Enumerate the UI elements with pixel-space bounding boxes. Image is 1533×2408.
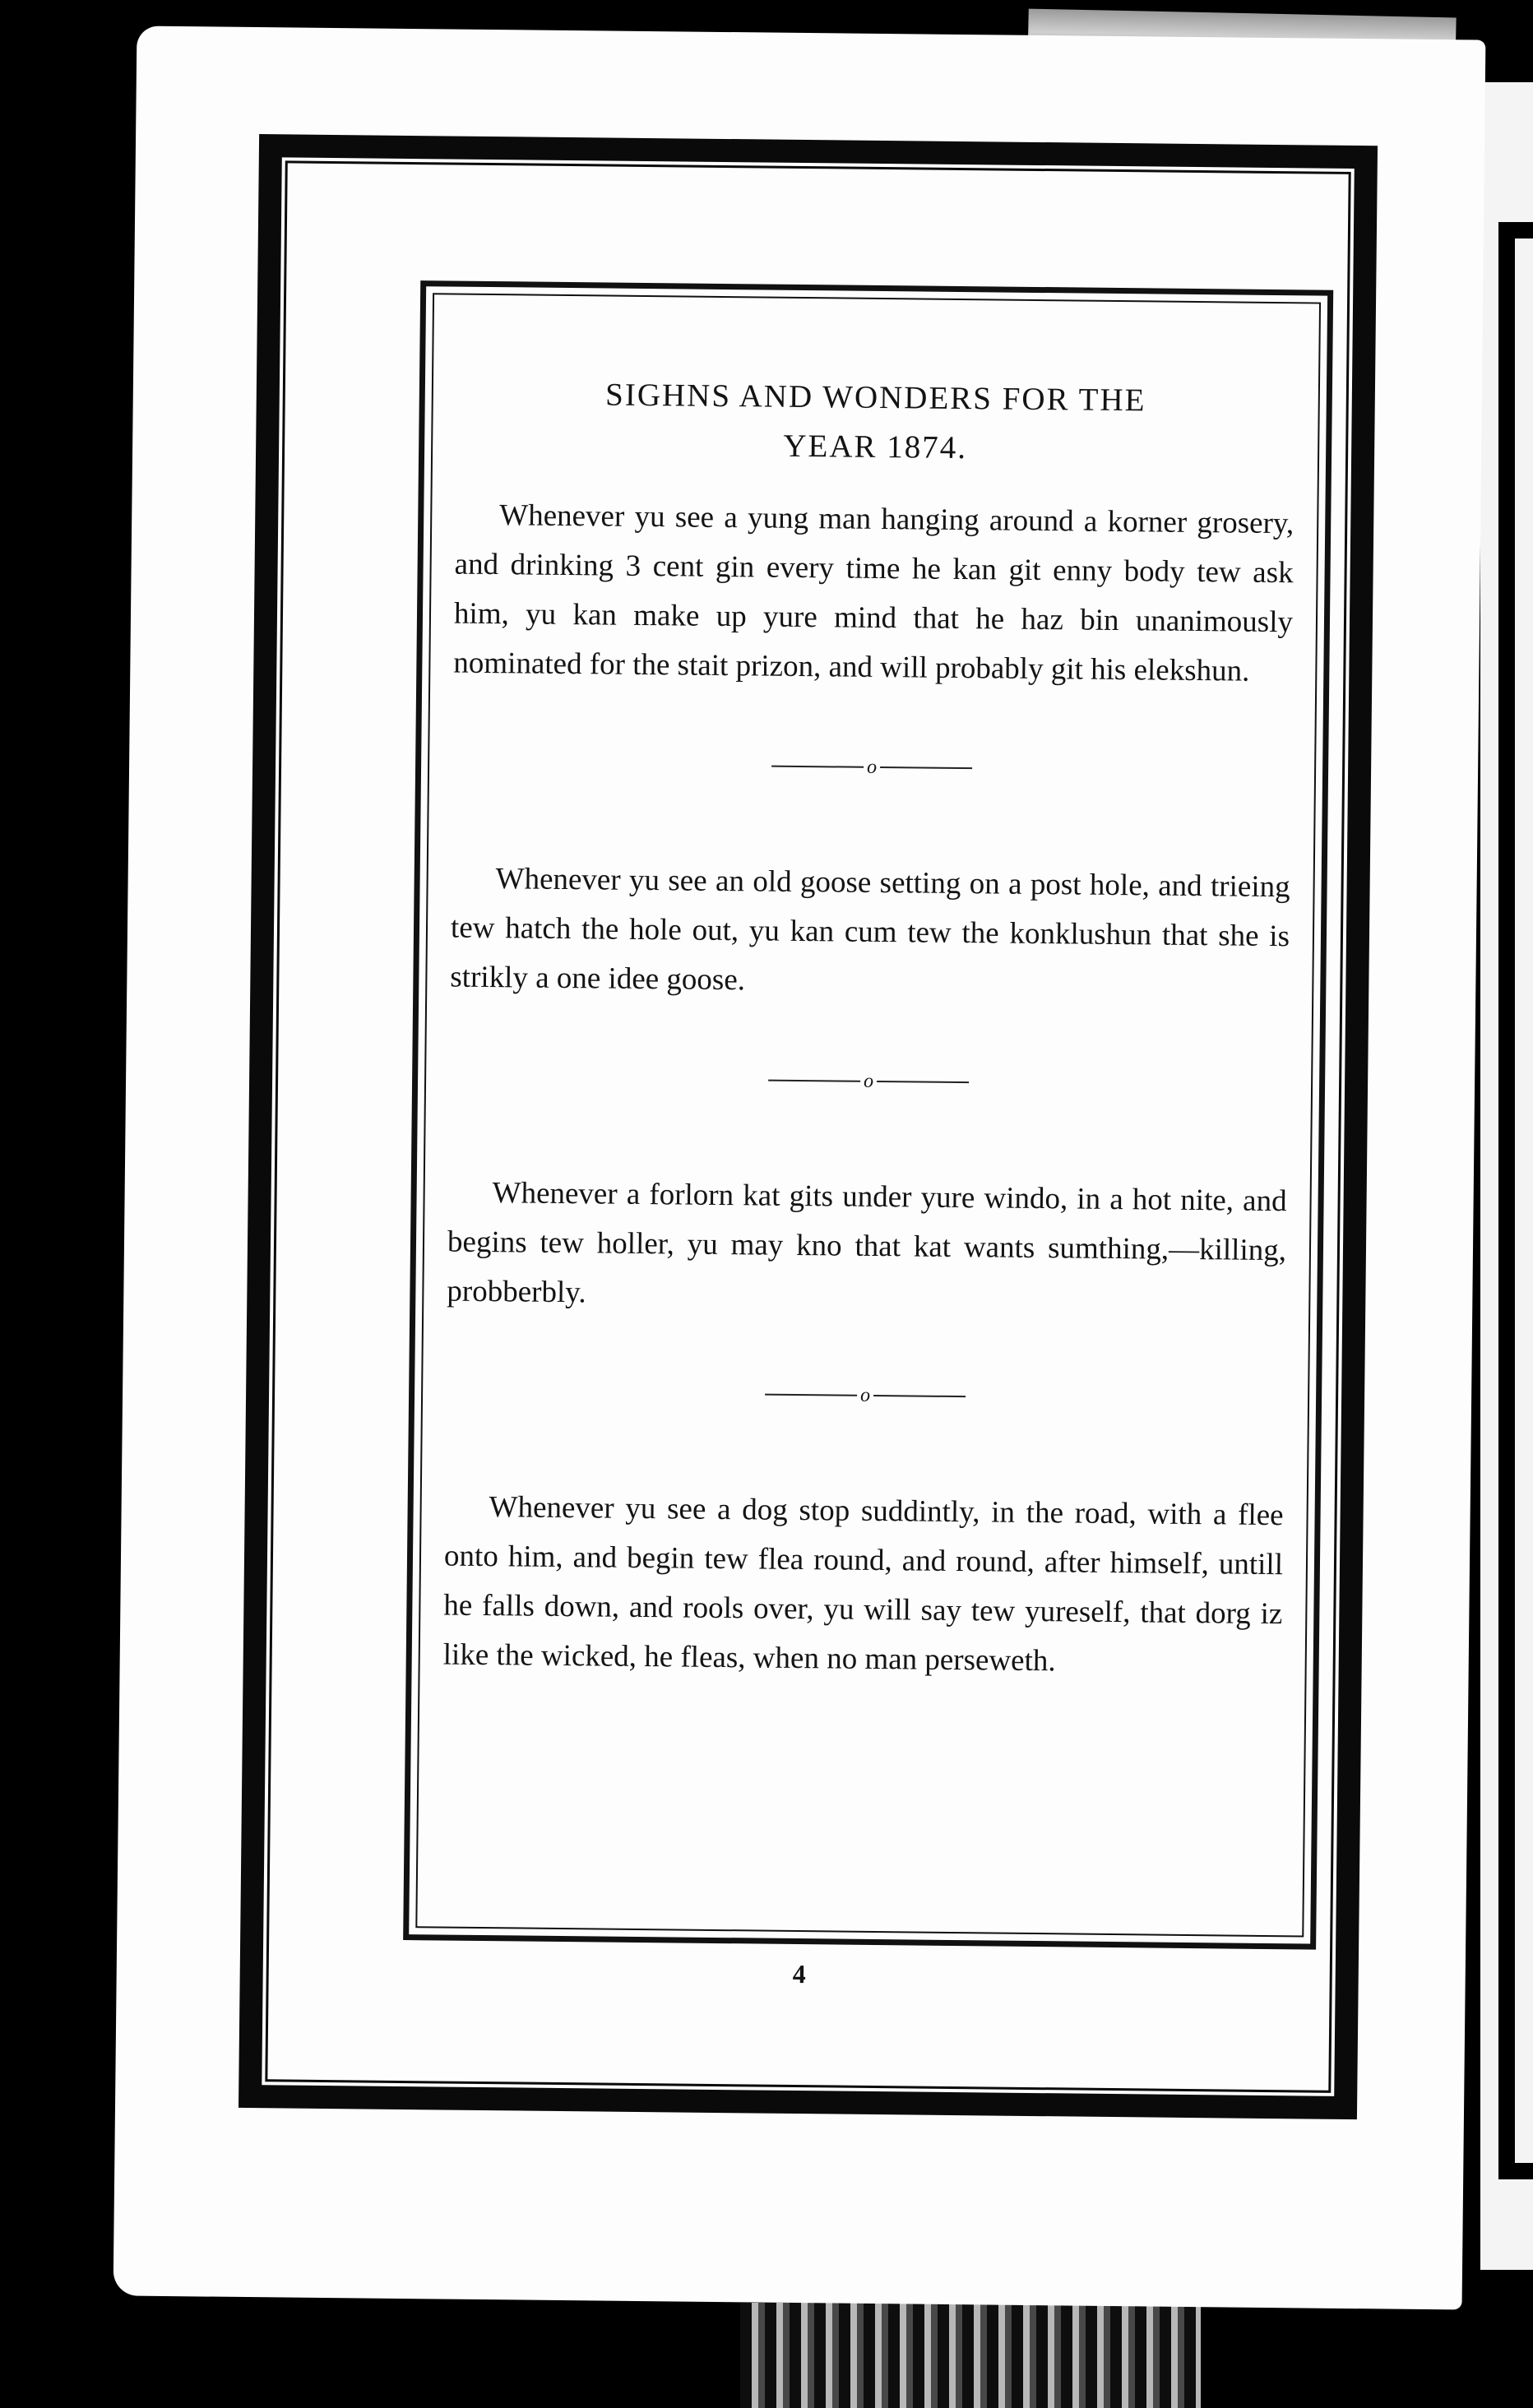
divider-rule-left <box>771 766 864 768</box>
paragraph-4: Whenever yu see a dog stop suddintly, in the road, with a flee onto him, and begin tew flea round, and round, after himself, untill he falls down, and rools over, yu will say tew yureself, that dorg iz like the wicked, he fleas, when no man perseweth. <box>442 1490 1284 1679</box>
page-content <box>442 369 1295 1689</box>
divider-rule-right <box>880 766 972 769</box>
section-divider <box>446 1366 1285 1426</box>
paragraph-1: Whenever yu see a yung man hanging around a korner grosery, and drinking 3 cent gin every time he kan git enny body tew ask him, yu kan make up yure mind that he haz bin unanimously nominated for the stait prizon, and will probably git his elekshun. <box>453 498 1294 688</box>
divider-rule-left <box>765 1394 857 1396</box>
paragraph-2: Whenever yu see an old goose setting on a post hole, and trieing tew hatch the hole out, yu kan cum tew the konklushun that she is strikly a one idee goose. <box>450 862 1290 998</box>
title-line-2: YEAR 1874. <box>783 428 968 466</box>
outer-border-frame <box>239 134 1378 2119</box>
paragraph-3: Whenever a forlorn kat gits under yure windo, in a hot nite, and begins tew holler, yu may kno that kat wants sumthing,—killing, probberbly. <box>447 1176 1287 1310</box>
divider-rule-right <box>877 1081 969 1083</box>
adjacent-page <box>1480 82 1533 2270</box>
page-title <box>456 369 1295 477</box>
book-edge-bottom <box>740 2303 1201 2408</box>
section-divider <box>452 738 1292 798</box>
book-page <box>113 25 1486 2309</box>
title-line-1: SIGHNS AND WONDERS FOR THE <box>604 377 1146 419</box>
adjacent-page-frame <box>1498 222 1533 2179</box>
divider-mark: o <box>863 1070 874 1092</box>
inner-border-frame <box>403 280 1333 1950</box>
divider-mark: o <box>859 1384 871 1406</box>
page-number: 4 <box>792 1958 806 1989</box>
divider-rule-left <box>768 1080 860 1082</box>
divider-mark: o <box>866 756 878 778</box>
section-divider <box>449 1052 1289 1112</box>
divider-rule-right <box>873 1395 966 1397</box>
